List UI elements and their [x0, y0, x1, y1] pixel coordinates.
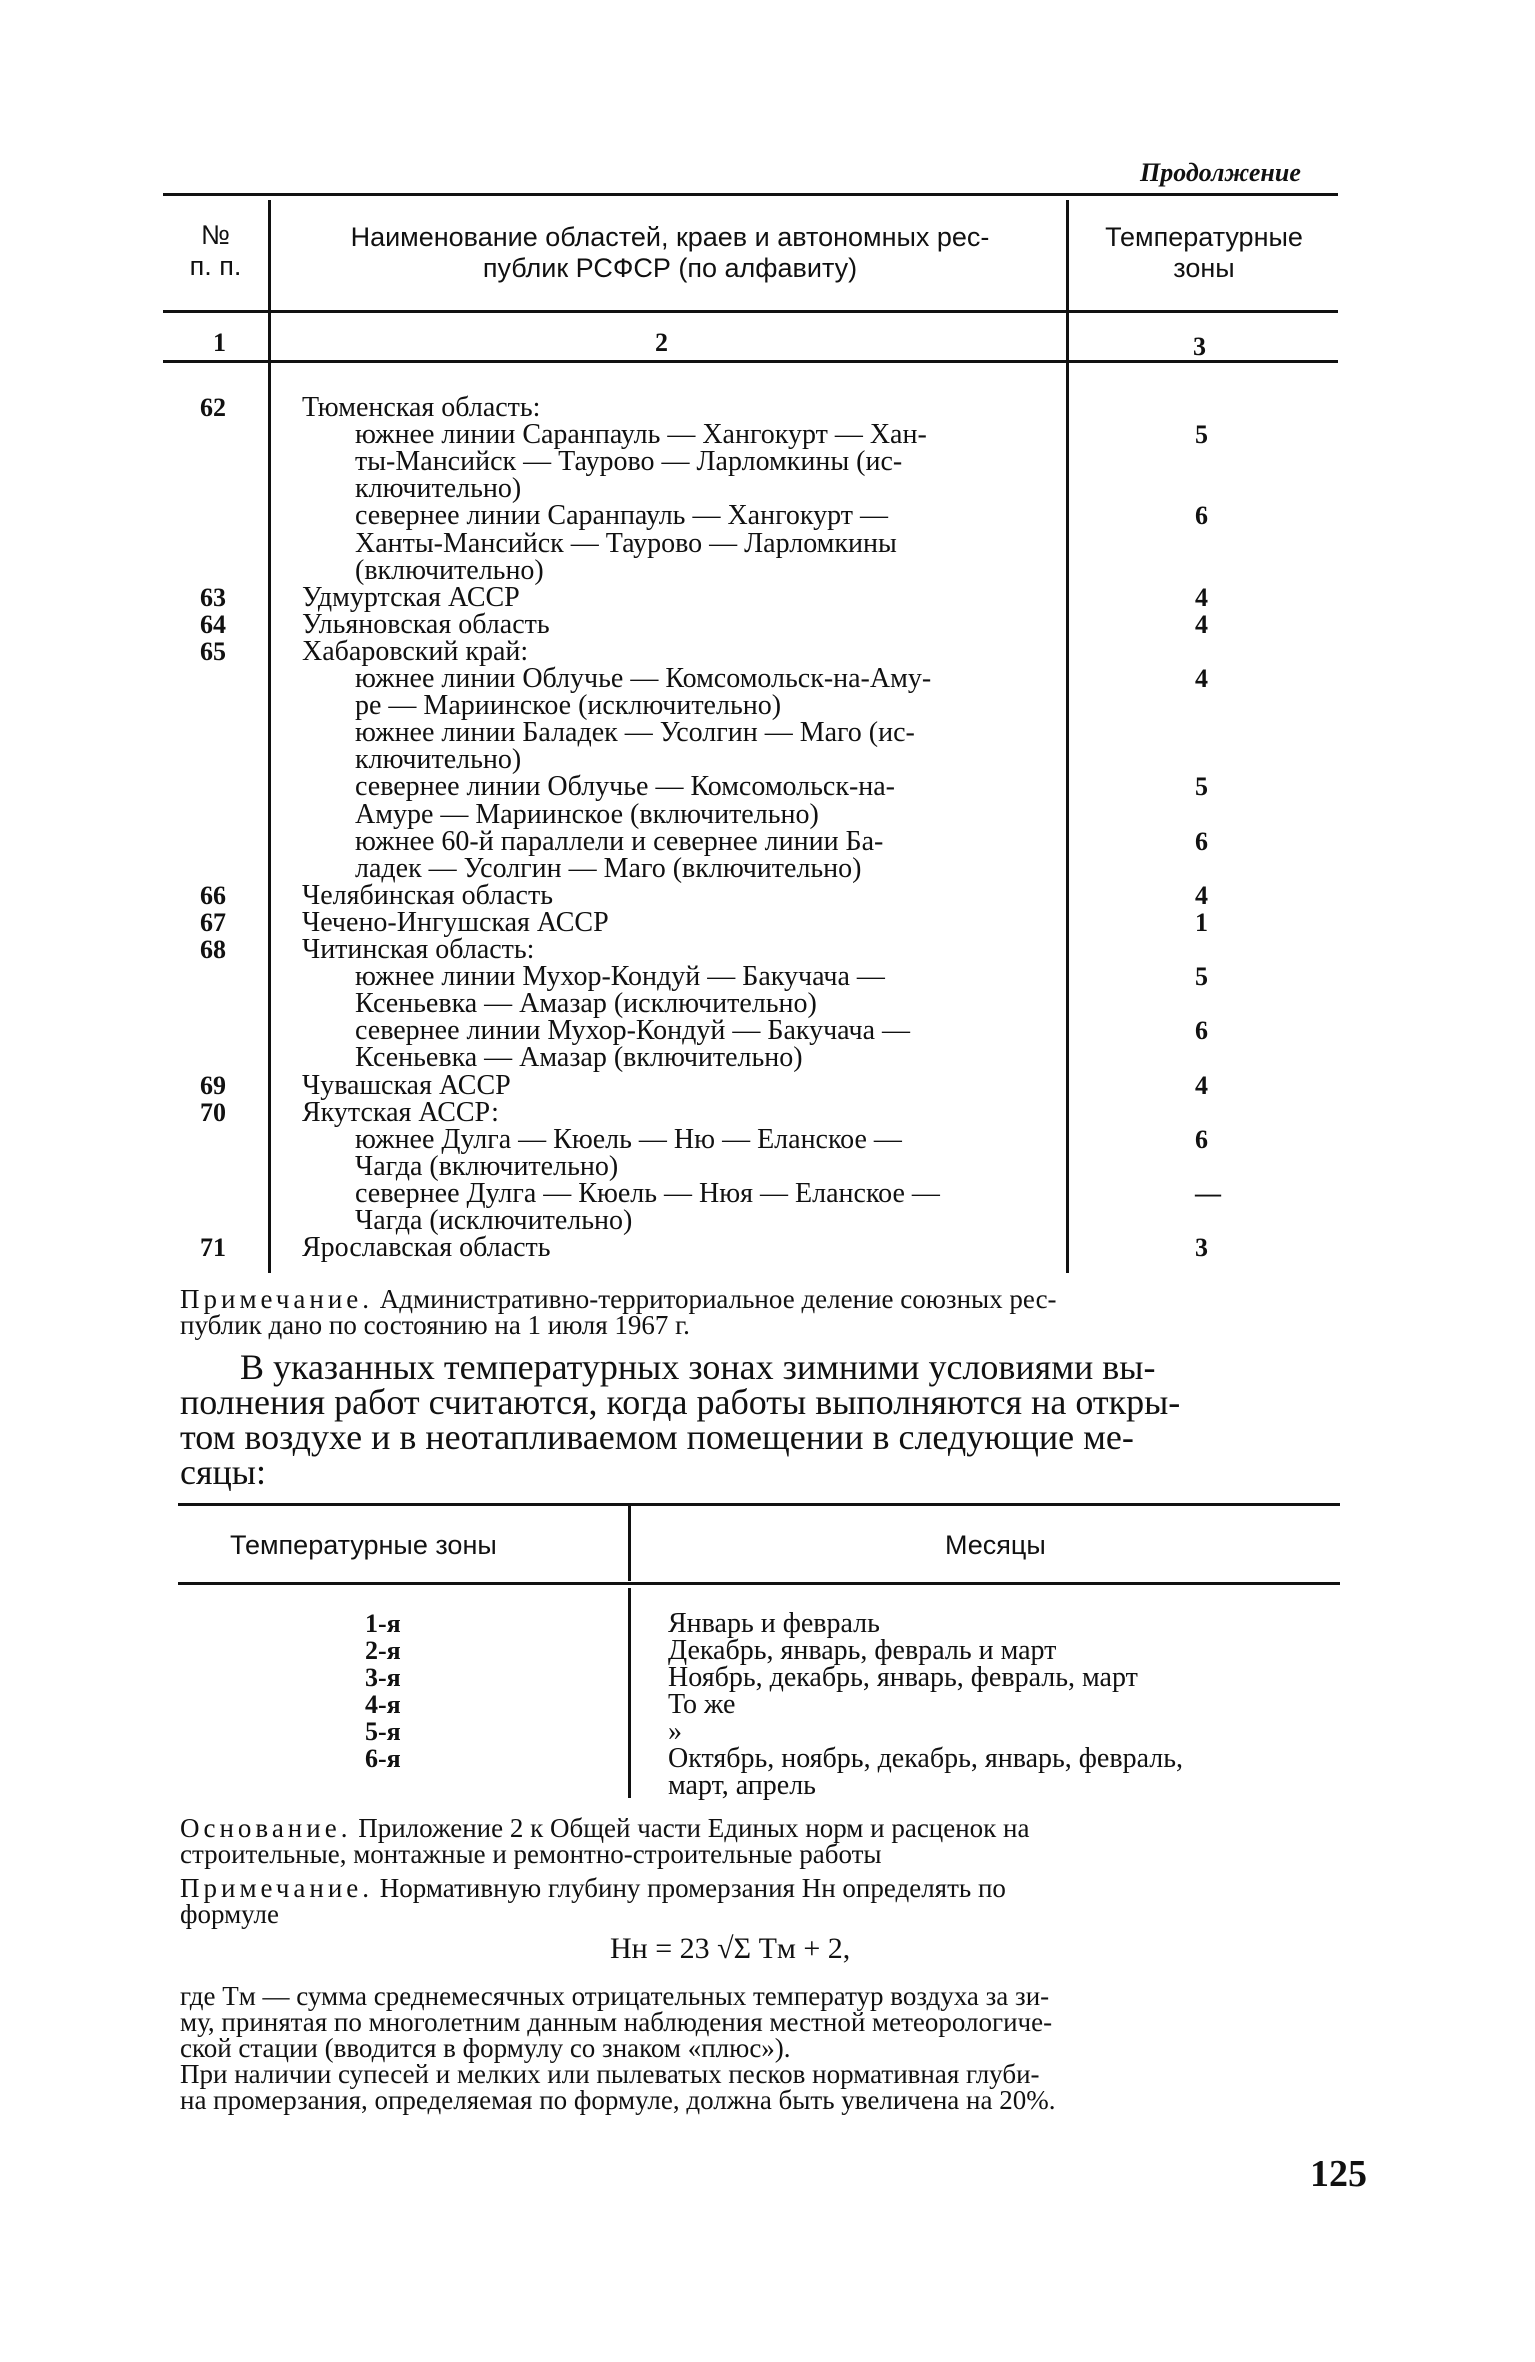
region-subline: ключительно) [355, 473, 522, 505]
region-subline: Чагда (включительно) [355, 1150, 619, 1182]
temperature-zone-value: 4 [1195, 609, 1208, 639]
column-number-1: 1 [213, 328, 226, 357]
temperature-zone-value: 6 [1195, 826, 1208, 856]
note2-label: Примечание. [180, 1873, 374, 1903]
temperature-zone-value: 5 [1195, 420, 1208, 450]
row-number: 62 [200, 393, 226, 422]
region-subline: южнее линии Баладек — Усолгин — Маго (ис- [355, 717, 915, 749]
column-number-2: 2 [655, 328, 668, 357]
zone-label: 3-я [365, 1663, 401, 1692]
region-subline: южнее Дулга — Кюель — Ню — Еланское — [355, 1123, 902, 1155]
region-subline: севернее линии Облучье — Комсомольск-на- [355, 771, 895, 803]
region-subline: Ксеньевка — Амазар (включительно) [355, 1042, 803, 1074]
row-number: 69 [200, 1070, 226, 1100]
temperature-zone-value: 4 [1195, 664, 1208, 693]
region-name: Тюменская область: [302, 392, 541, 423]
temperature-zone-value: 5 [1195, 962, 1208, 992]
months-text: Ноябрь, декабрь, январь, февраль, март [668, 1662, 1138, 1693]
note-freezing-depth: Примечание. Нормативную глубину промерзания Hн определять по формуле [180, 1873, 1006, 1929]
zone-label: 1-я [365, 1609, 401, 1638]
months-text: Январь и февраль [668, 1608, 880, 1639]
row-number: 65 [200, 636, 226, 666]
temperature-zone-value: 4 [1195, 1070, 1208, 1100]
months-text: » [668, 1716, 682, 1747]
temperature-zone-value: 4 [1195, 880, 1208, 910]
region-subline: (включительно) [355, 554, 544, 586]
region-subline: ключительно) [355, 744, 522, 776]
header-temperature-zones-2: Температурные зоны [230, 1530, 497, 1560]
row-number: 70 [200, 1097, 226, 1127]
row-number: 64 [200, 609, 226, 639]
months-text: Октябрь, ноябрь, декабрь, январь, февраль, [668, 1743, 1183, 1774]
paragraph-winter-conditions: В указанных температурных зонах зимними условиями вы- полнения работ считаются, когда работы выполняются на откры- том воздухе и в неотапливаемом помещении в следующие ме- сяцы: [180, 1347, 1181, 1492]
region-subline: ладек — Усолгин — Маго (включительно) [355, 852, 862, 884]
header-region-name: Наименование областей, краев и автономных рес- публик РСФСР (по алфавиту) [350, 222, 990, 283]
formula: Hн = 23 √Σ Tм + 2, [610, 1932, 851, 1965]
row-number: 68 [200, 935, 226, 964]
temperature-zone-value: 3 [1195, 1233, 1208, 1263]
temperature-zone-value: 6 [1195, 501, 1208, 531]
formula-explanation: где Tм — сумма среднемесячных отрицательных температур воздуха за зи- му, принятая по многолетним данным наблюдения местной метеорологиче- ской стации (вводится в формулу со знаком «плюс»). При наличии супесей и мелких или пылеватых песков нормативная глуби- на промерзания, определяемая по формуле, должна быть увеличена на 20%. [180, 1981, 1056, 2115]
zone-label: 5-я [365, 1717, 401, 1746]
region-name: Чечено-Ингушская АССР [302, 906, 609, 938]
region-name: Челябинская область [302, 879, 553, 911]
region-subline: южнее линии Облучье — Комсомольск-на-Аму- [355, 663, 932, 694]
region-subline: Амуре — Мариинское (включительно) [355, 798, 819, 830]
region-subline: южнее линии Саранпауль — Хангокурт — Хан- [355, 419, 927, 451]
months-text: март, апрель [668, 1770, 816, 1801]
row-number: 66 [200, 880, 226, 910]
row-number: 63 [200, 582, 226, 612]
region-name: Хабаровский край: [302, 635, 529, 667]
region-name: Ульяновская область [302, 608, 550, 640]
region-subline: ты-Мансийск — Таурово — Ларломкины (ис- [355, 446, 903, 478]
header-months: Месяцы [945, 1530, 1046, 1560]
temperature-zone-value: 4 [1195, 582, 1208, 612]
header-temperature-zones: Температурные зоны [1105, 222, 1303, 283]
note-label: Примечание. [180, 1284, 374, 1314]
temperature-zone-value: 1 [1195, 907, 1208, 937]
basis: Основание. Приложение 2 к Общей части Единых норм и расценок на строительные, монтажные и ремонтно-строительные работы [180, 1813, 1030, 1869]
temperature-zone-value: 5 [1195, 772, 1208, 802]
page-number: 125 [1310, 2153, 1367, 2195]
temperature-zone-value: 6 [1195, 1016, 1208, 1046]
note-administrative-division: Примечание. Административно-территориальное деление союзных рес- публик дано по состоянию на 1 июля 1967 г. [180, 1284, 1057, 1340]
region-subline: южнее линии Мухор-Кондуй — Бакучача — [355, 961, 885, 993]
zone-label: 2-я [365, 1636, 401, 1665]
region-name: Удмуртская АССР [302, 581, 520, 613]
basis-label: Основание. [180, 1813, 352, 1843]
region-name: Чувашская АССР [302, 1069, 511, 1101]
months-text: То же [668, 1689, 736, 1720]
region-subline: севернее Дулга — Кюель — Нюя — Еланское — [355, 1177, 940, 1209]
region-name: Якутская АССР: [302, 1096, 499, 1128]
region-subline: Чагда (исключительно) [355, 1205, 633, 1236]
region-subline: ре — Мариинское (исключительно) [355, 690, 782, 722]
header-number: № п. п. [189, 220, 242, 281]
region-name: Читинская область: [302, 934, 535, 965]
zone-label: 4-я [365, 1690, 401, 1719]
zone-label: 6-я [365, 1744, 401, 1773]
row-number: 67 [200, 907, 226, 937]
months-text: Декабрь, январь, февраль и март [668, 1635, 1057, 1666]
region-subline: Ханты-Мансийск — Таурово — Ларломкины [355, 527, 897, 559]
column-number-3: 3 [1193, 332, 1206, 361]
region-subline: Ксеньевка — Амазар (исключительно) [355, 988, 817, 1020]
continuation-label: Продолжение [1140, 158, 1301, 187]
row-number: 71 [200, 1233, 226, 1263]
region-subline: южнее 60-й параллели и севернее линии Ба- [355, 825, 884, 857]
region-name: Ярославская область [302, 1232, 551, 1264]
temperature-zone-value: — [1195, 1178, 1221, 1208]
temperature-zone-value: 6 [1195, 1124, 1208, 1154]
region-subline: севернее линии Мухор-Кондуй — Бакучача — [355, 1015, 910, 1047]
region-subline: севернее линии Саранпауль — Хангокурт — [355, 500, 888, 532]
